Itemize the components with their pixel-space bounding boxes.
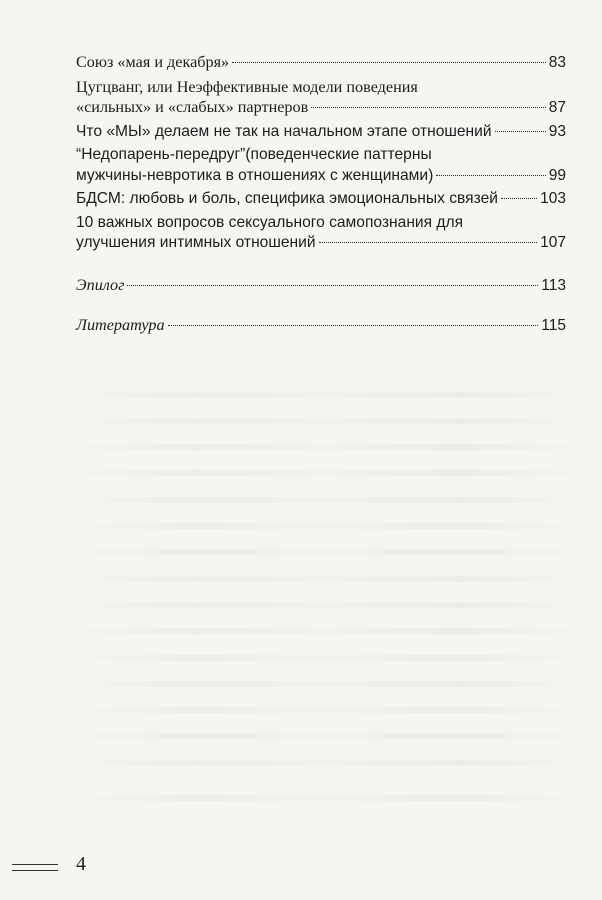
dot-leader	[319, 242, 538, 243]
toc-entry[interactable]	[76, 52, 566, 74]
table-of-contents	[76, 52, 566, 340]
toc-entry-page: 103	[540, 190, 566, 207]
dot-leader	[127, 285, 538, 286]
toc-entry-page: 93	[548, 122, 566, 140]
toc-entry-literature[interactable]	[76, 315, 566, 337]
toc-entry-title: БДСМ: любовь и боль, специфика эмоциональных связей	[76, 190, 498, 207]
toc-entry-title: “Недопарень-передруг”(поведенческие паттерны	[76, 146, 432, 163]
dot-leader	[501, 198, 537, 199]
page-number: 4	[76, 853, 86, 875]
toc-entry-title-cont: «сильных» и «слабых» партнеров	[76, 98, 309, 116]
toc-entry-title: Союз «мая и декабря»	[76, 53, 230, 71]
dot-leader	[232, 62, 546, 63]
toc-entry[interactable]	[76, 77, 566, 119]
toc-entry-page: 115	[541, 317, 566, 334]
toc-entry-title-cont: улучшения интимных отношений	[76, 234, 316, 251]
toc-entry-page: 113	[541, 276, 566, 294]
toc-entry[interactable]	[76, 189, 566, 210]
toc-entry[interactable]	[76, 213, 566, 254]
dot-leader	[436, 175, 545, 176]
toc-entry-page: 107	[540, 234, 566, 251]
dot-leader	[495, 131, 546, 132]
toc-entry[interactable]	[76, 122, 566, 143]
toc-entry-epilogue[interactable]	[76, 275, 566, 297]
dot-leader	[168, 325, 539, 326]
toc-entry-title-cont: мужчины-невротика в отношениях с женщинами)	[76, 166, 434, 184]
toc-entry-title: Эпилог	[76, 275, 125, 294]
toc-entry-page: 87	[548, 99, 566, 116]
page-footer	[12, 853, 86, 876]
footer-rule	[12, 864, 58, 871]
toc-entry-title: Что «МЫ» делаем не так на начальном этапе отношений	[76, 122, 492, 140]
toc-entry-title: 10 важных вопросов сексуального самопознания для	[76, 213, 464, 231]
dot-leader	[311, 107, 545, 108]
toc-entry-page: 99	[548, 166, 566, 184]
toc-entry[interactable]	[76, 145, 566, 186]
toc-entry-page: 83	[548, 54, 566, 71]
toc-entry-title: Литература	[76, 316, 165, 334]
toc-entry-title: Цугцванг, или Неэффективные модели поведения	[76, 77, 418, 96]
